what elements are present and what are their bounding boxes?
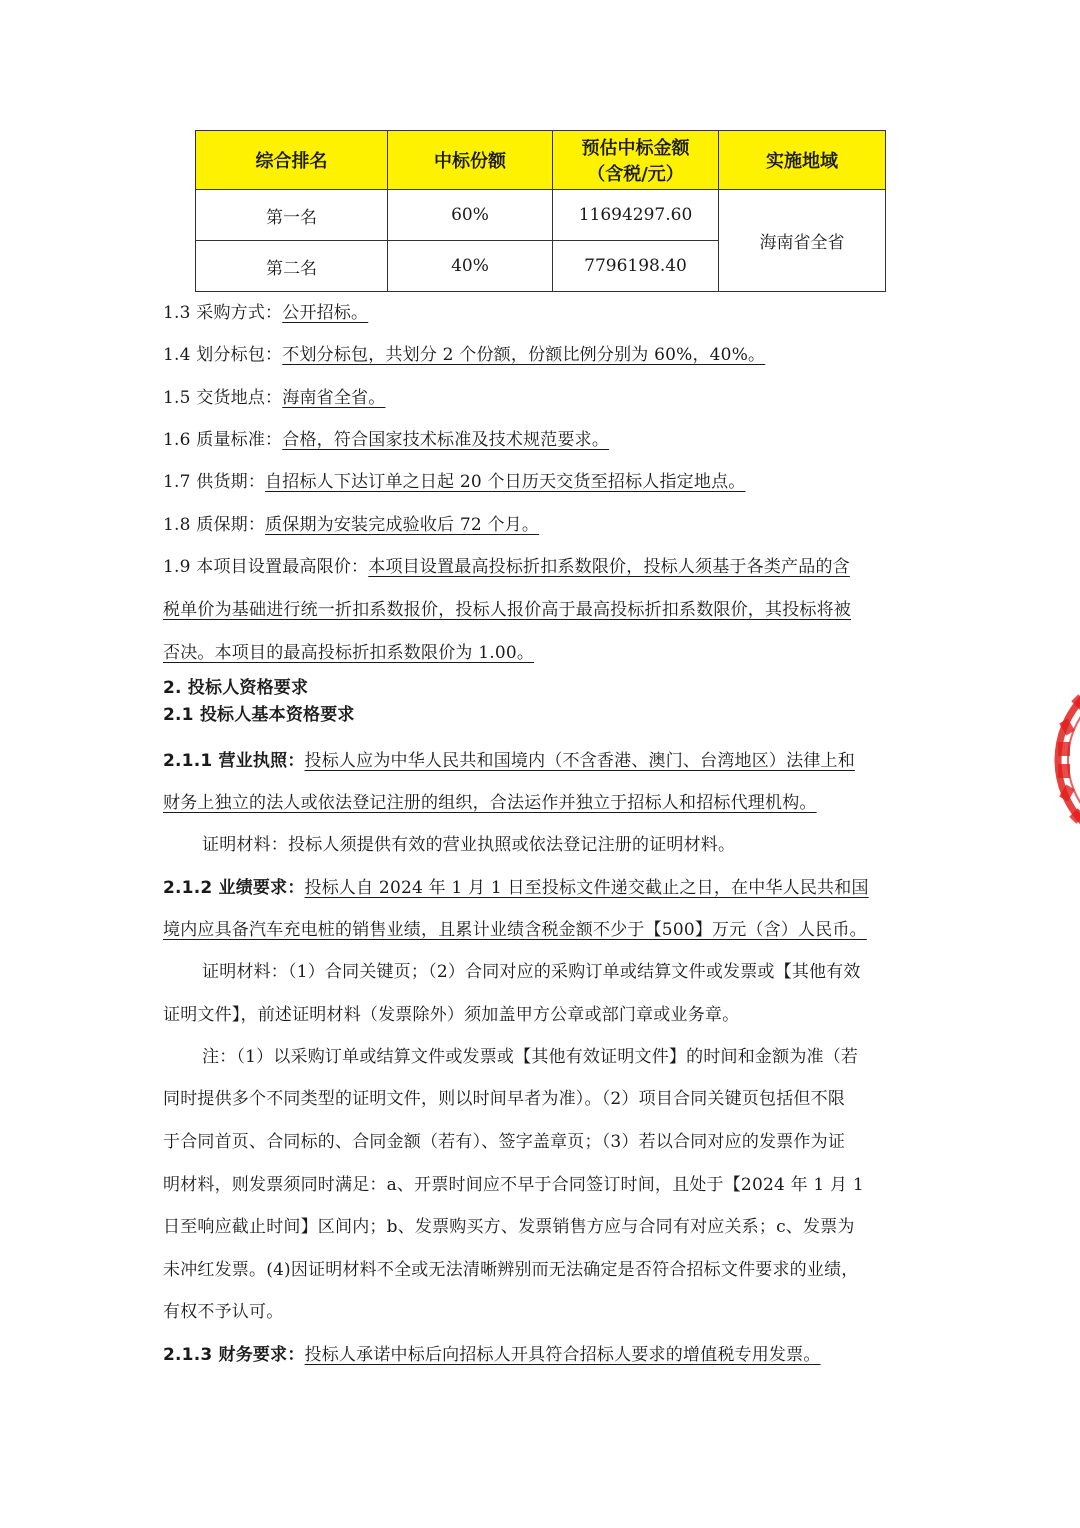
supply-period — [163, 471, 746, 493]
financial-requirement — [163, 1344, 821, 1366]
note-line3: 于合同首页、合同标的、合同金额（若有）、签字盖章页；（3）若以合同对应的发票作为证 — [163, 1132, 846, 1152]
business-license-proof: 证明材料：投标人须提供有效的营业执照或依法登记注册的证明材料。 — [202, 835, 736, 855]
quality-standard — [163, 429, 609, 451]
warranty-period — [163, 514, 539, 536]
seal-icon — [1048, 660, 1080, 860]
value: 不划分标包，共划分 2 个份额，份额比例分别为 60%，40%。 — [282, 345, 766, 365]
business-license — [163, 750, 855, 772]
performance-requirement — [163, 877, 869, 899]
note-line1: 注：（1）以采购订单或结算文件或发票或【其他有效证明文件】的时间和金额为准（若 — [202, 1047, 859, 1067]
label: 2.1.2 业绩要求： — [163, 878, 305, 898]
value: 合格，符合国家技术标准及技术规范要求。 — [282, 430, 610, 450]
value: 自招标人下达订单之日起 20 个日历天交货至招标人指定地点。 — [265, 472, 746, 492]
table-header-row — [196, 131, 886, 190]
performance-proof: 证明材料：（1）合同关键页；（2）合同对应的采购订单或结算文件或发票或【其他有效 — [202, 962, 861, 982]
price-limit-line2: 税单价为基础进行统一折扣系数报价，投标人报价高于最高投标折扣系数限价，其投标将被 — [163, 600, 851, 620]
value: 海南省全省。 — [282, 388, 386, 408]
value: 投标人承诺中标后向招标人开具符合招标人要求的增值税专用发票。 — [304, 1345, 821, 1365]
note-line6: 未冲红发票。(4)因证明材料不全或无法清晰辨别而无法确定是否符合招标文件要求的业绩， — [163, 1260, 859, 1280]
header-amount — [553, 131, 719, 190]
price-limit-line3: 否决。本项目的最高投标折扣系数限价为 1.00。 — [163, 643, 535, 663]
price-limit — [163, 556, 850, 578]
cell-amount: 7796198.40 — [553, 241, 719, 292]
performance-requirement-line2: 境内应具备汽车充电桩的销售业绩，且累计业绩含税金额不少于【500】万元（含）人民币。 — [163, 920, 867, 940]
value: 投标人应为中华人民共和国境内（不含香港、澳门、台湾地区）法律上和 — [304, 751, 855, 771]
note-line2: 同时提供多个不同类型的证明文件，则以时间早者为准）。（2）项目合同关键页包括但不限 — [163, 1089, 846, 1109]
label: 2.1.1 营业执照： — [163, 751, 305, 771]
label: 1.8 质保期： — [163, 515, 266, 535]
cell-amount: 11694297.60 — [553, 190, 719, 241]
cell-share: 60% — [388, 190, 553, 241]
table-row — [196, 190, 886, 241]
section-heading-2-1: 2.1 投标人基本资格要求 — [163, 705, 355, 725]
header-rank: 综合排名 — [196, 131, 388, 190]
delivery-location — [163, 387, 385, 409]
label: 1.9 本项目设置最高限价： — [163, 557, 369, 577]
value: 投标人自 2024 年 1 月 1 日至投标文件递交截止之日，在中华人民共和国 — [304, 878, 869, 898]
cell-rank: 第一名 — [196, 190, 388, 241]
note-line7: 有权不予认可。 — [163, 1302, 284, 1322]
performance-proof-line2: 证明文件】，前述证明材料（发票除外）须加盖甲方公章或部门章或业务章。 — [163, 1005, 740, 1025]
value: 本项目设置最高投标折扣系数限价，投标人须基于各类产品的含 — [368, 557, 850, 577]
label: 1.5 交货地点： — [163, 388, 283, 408]
cell-share: 40% — [388, 241, 553, 292]
header-amount-line2: （含税/元） — [587, 164, 684, 185]
label: 1.3 采购方式： — [163, 303, 283, 323]
note-line5: 日至响应截止时间】区间内；b、发票购买方、发票销售方应与合同有对应关系；c、发票为 — [163, 1217, 855, 1237]
value: 质保期为安装完成验收后 72 个月。 — [265, 515, 540, 535]
label: 1.7 供货期： — [163, 472, 266, 492]
business-license-line2: 财务上独立的法人或依法登记注册的组织，合法运作并独立于招标人和招标代理机构。 — [163, 793, 817, 813]
cell-region: 海南省全省 — [719, 190, 886, 292]
procurement-method — [163, 302, 368, 324]
value: 公开招标。 — [282, 303, 369, 323]
bid-share-table — [195, 130, 886, 292]
header-region: 实施地域 — [719, 131, 886, 190]
cell-rank: 第二名 — [196, 241, 388, 292]
header-share: 中标份额 — [388, 131, 553, 190]
header-amount-line1: 预估中标金额 — [581, 138, 690, 159]
company-seal — [1048, 660, 1080, 860]
label: 2.1.3 财务要求： — [163, 1345, 305, 1365]
lot-division — [163, 344, 765, 366]
note-line4: 明材料，则发票须同时满足：a、开票时间应不早于合同签订时间，且处于【2024 年 1 月 1 — [163, 1175, 864, 1195]
label: 1.4 划分标包： — [163, 345, 283, 365]
section-heading-2: 2. 投标人资格要求 — [163, 678, 309, 698]
label: 1.6 质量标准： — [163, 430, 283, 450]
